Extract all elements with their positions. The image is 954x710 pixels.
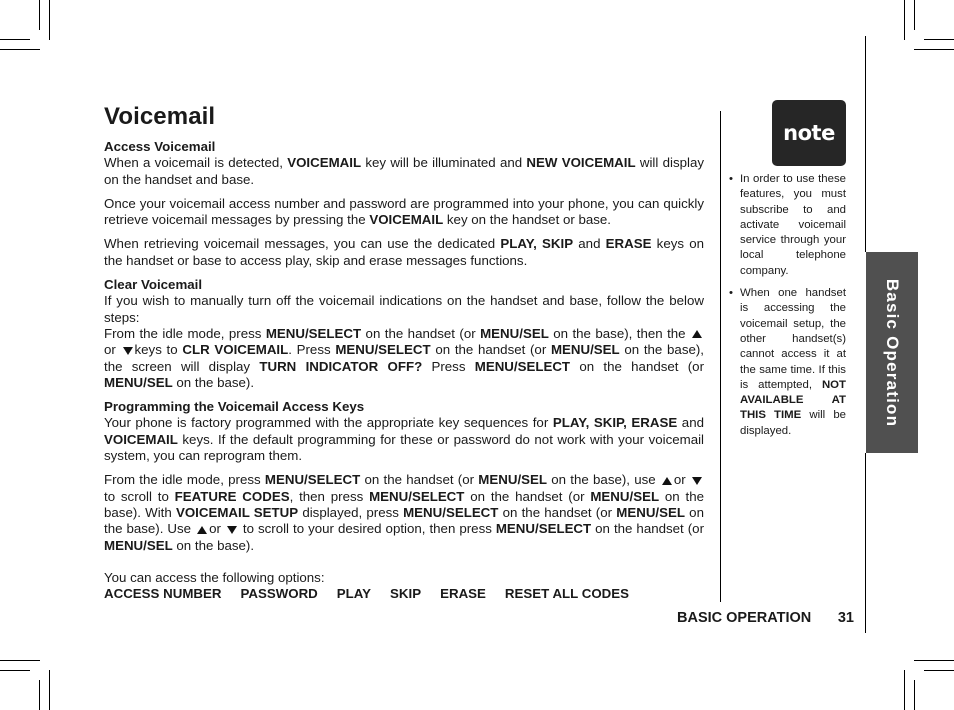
option-item: ERASE (440, 586, 486, 602)
crop-mark (39, 680, 40, 710)
note-badge-label: note (783, 121, 835, 145)
up-arrow-icon (692, 330, 702, 338)
section-tab-text-wrap (866, 252, 918, 453)
main-column (104, 139, 704, 602)
note-item (729, 172, 846, 279)
bullet-icon: • (729, 173, 733, 185)
options-list (104, 586, 704, 602)
note-badge (772, 100, 846, 166)
crop-mark (914, 0, 915, 30)
section-tab-label: Basic Operation (883, 278, 902, 427)
programming-paragraph-2: From the idle mode, press MENU/SELECT on the handset (or MENU/SEL on the base), use or to scroll to FEATURE CODES, then press MENU/SELECT on the handset (or MENU/SEL on the base). With VOICEMAIL SETUP displayed, press MENU/SELECT on the handset (or MENU/SEL on the base). Use or to scroll to your desired option, then press MENU/SELECT on the handset (or MENU/SEL on the base). (104, 472, 704, 553)
crop-mark (0, 39, 30, 40)
clear-paragraph-2: From the idle mode, press MENU/SELECT on the handset (or MENU/SEL on the base), then the or keys to CLR VOICEMAIL. Press MENU/SELECT on the handset (or MENU/SEL on the base), the screen will display TURN INDICATOR OFF? Press MENU/SELECT on the handset (or MENU/SEL on the base). (104, 325, 705, 390)
margin-line (865, 36, 866, 252)
crop-mark (39, 0, 40, 30)
note-text: When one handset is accessing the voicemail setup, the other handset(s) cannot access it at the same time. If this is attempted, NOT AVAILABLE AT THIS TIME will be displayed. (740, 287, 846, 437)
down-arrow-icon (123, 347, 133, 355)
programming-heading: Programming the Voicemail Access Keys (104, 399, 365, 415)
down-arrow-icon (227, 526, 237, 534)
margin-line (865, 453, 866, 633)
up-arrow-icon (662, 477, 672, 485)
crop-mark (0, 660, 40, 661)
crop-mark (924, 39, 954, 40)
option-item: PASSWORD (240, 586, 318, 602)
page-title: Voicemail (104, 103, 216, 130)
page-footer (677, 610, 854, 626)
access-paragraph-3: When retrieving voicemail messages, you can use the dedicated PLAY, SKIP and ERASE keys on the handset or base to access play, skip and erase messages functions. (104, 236, 704, 268)
option-item: PLAY (336, 586, 372, 602)
clear-voicemail-heading: Clear Voicemail (104, 277, 203, 293)
bullet-icon: • (729, 287, 733, 300)
crop-mark (914, 680, 915, 710)
column-divider (720, 111, 721, 602)
crop-mark (904, 0, 905, 40)
programming-paragraph-1: Your phone is factory programmed with the appropriate key sequences for PLAY, SKIP, ERASE and VOICEMAIL keys. If the default programming for these or password do not work with your voicemail system, you can reprogram them. (104, 415, 704, 464)
access-paragraph-2: Once your voicemail access number and password are programmed into your phone, you can quickly retrieve voicemail messages by pressing the VOICEMAIL key on the handset or base. (104, 195, 704, 228)
crop-mark (0, 49, 40, 50)
crop-mark (924, 670, 954, 671)
up-arrow-icon (197, 526, 207, 534)
crop-mark (49, 670, 50, 710)
page-number: 31 (837, 610, 854, 626)
crop-mark (914, 660, 954, 661)
down-arrow-icon (692, 477, 702, 485)
crop-mark (49, 0, 50, 40)
option-item: RESET ALL CODES (504, 586, 630, 602)
crop-mark (904, 670, 905, 710)
option-item: ACCESS NUMBER (104, 586, 222, 602)
access-paragraph-1: When a voicemail is detected, VOICEMAIL key will be illuminated and NEW VOICEMAIL will display on the handset and base. (104, 155, 704, 187)
clear-paragraph-1: If you wish to manually turn off the voicemail indications on the handset and base, follow the below steps: (104, 293, 704, 325)
note-text: In order to use these features, you must subscribe to and activate voicemail service through your local telephone company. (740, 173, 846, 277)
access-voicemail-heading: Access Voicemail (104, 139, 216, 154)
footer-section-label: BASIC OPERATION (677, 610, 812, 626)
options-intro: You can access the following options: (104, 569, 325, 585)
option-item: SKIP (390, 586, 422, 602)
note-list (729, 172, 846, 446)
crop-mark (0, 670, 30, 671)
crop-mark (914, 49, 954, 50)
note-item (729, 286, 846, 439)
